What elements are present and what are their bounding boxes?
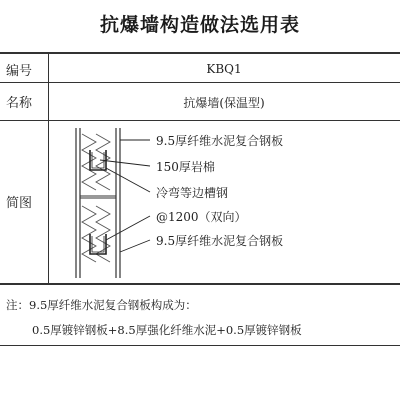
- name-value: 抗爆墙(保温型): [183, 96, 265, 110]
- code-value: KBQ1: [206, 62, 242, 76]
- note-bottom-border: [0, 345, 400, 346]
- callout-spacing: @1200（双向）: [156, 210, 247, 224]
- callout-outer-panel: 9.5厚纤维水泥复合钢板: [156, 134, 284, 148]
- table-title: 抗爆墙构造做法选用表: [99, 14, 300, 36]
- callout-rock-wool: 150厚岩棉: [156, 160, 215, 174]
- code-label: 编号: [6, 64, 33, 79]
- callout-inner-panel: 9.5厚纤维水泥复合钢板: [156, 234, 284, 248]
- name-label: 名称: [6, 96, 33, 111]
- diagram-label: 简图: [6, 196, 33, 211]
- note-line-2: 0.5厚镀锌钢板+8.5厚强化纤维水泥+0.5厚镀锌钢板: [32, 323, 302, 337]
- note-line-1: 注：9.5厚纤维水泥复合钢板构成为：: [6, 298, 197, 312]
- callout-channel-steel: 冷弯等边槽钢: [156, 186, 229, 200]
